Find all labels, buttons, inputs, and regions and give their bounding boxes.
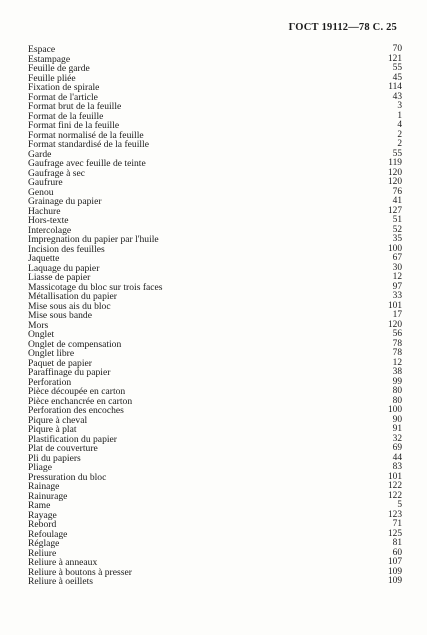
index-page-number: 80 bbox=[392, 395, 402, 406]
index-term: Rayage bbox=[28, 509, 57, 521]
index-entry bbox=[28, 368, 402, 378]
index-term: Mise sous ais du bloc bbox=[28, 300, 111, 312]
index-entry bbox=[28, 178, 402, 188]
index-page-number: 80 bbox=[392, 386, 402, 396]
index-page-number: 90 bbox=[392, 414, 402, 425]
index-page-number: 12 bbox=[392, 272, 402, 282]
index-term: Piqure à plat bbox=[28, 424, 77, 435]
index-term: Paquet de papier bbox=[28, 357, 92, 369]
index-term: Perforation des encoches bbox=[28, 405, 124, 416]
index-page-number: 3 bbox=[397, 101, 402, 111]
index-page-number: 1 bbox=[397, 110, 402, 121]
index-term: Onglet bbox=[28, 329, 55, 340]
index-term: Pressuration du bloc bbox=[28, 471, 107, 483]
index-entry bbox=[28, 311, 402, 321]
index-term: Reliure à oeillets bbox=[28, 576, 94, 587]
index-term: Hachure bbox=[28, 205, 61, 217]
index-page-number: 2 bbox=[397, 129, 402, 140]
index-page-number: 45 bbox=[392, 72, 402, 83]
index-term: Laquage du papier bbox=[28, 262, 100, 274]
index-term: Incision des feuilles bbox=[28, 243, 105, 255]
index-page-number: 35 bbox=[392, 234, 402, 244]
index-page-number: 43 bbox=[392, 91, 402, 102]
index-page-number: 2 bbox=[397, 139, 402, 149]
index-term: Feuille de garde bbox=[28, 63, 90, 74]
index-page-number: 70 bbox=[392, 44, 402, 54]
term-index-list bbox=[28, 45, 402, 587]
index-page-number: 119 bbox=[388, 158, 402, 168]
index-term: Pièce enchancrée en carton bbox=[28, 395, 133, 407]
index-term: Espace bbox=[28, 44, 56, 55]
index-page-number: 78 bbox=[392, 348, 402, 358]
index-entry bbox=[28, 539, 402, 549]
index-entry bbox=[28, 45, 402, 55]
index-page-number: 125 bbox=[387, 528, 402, 539]
index-term: Estampage bbox=[28, 53, 71, 65]
index-term: Format brut de la feuille bbox=[28, 101, 122, 112]
index-entry bbox=[28, 530, 402, 540]
index-term: Reliure à anneaux bbox=[28, 557, 98, 568]
index-page-number: 71 bbox=[392, 519, 402, 529]
index-term: Reliure bbox=[28, 547, 57, 559]
index-page-number: 101 bbox=[387, 471, 402, 482]
index-term: Rebord bbox=[28, 519, 57, 530]
index-term: Rainage bbox=[28, 481, 60, 492]
index-term: Jaquette bbox=[28, 253, 60, 264]
index-page-number: 97 bbox=[392, 281, 402, 292]
index-entry bbox=[28, 444, 402, 454]
index-page-number: 5 bbox=[397, 500, 402, 510]
index-page-number: 67 bbox=[392, 253, 402, 263]
index-entry bbox=[28, 169, 402, 179]
index-term: Réglage bbox=[28, 538, 60, 549]
index-term: Pliage bbox=[28, 462, 52, 473]
index-page-number: 101 bbox=[387, 300, 402, 311]
index-page-number: 127 bbox=[387, 205, 402, 216]
index-entry bbox=[28, 245, 402, 255]
index-page-number: 51 bbox=[392, 215, 402, 225]
index-page-number: 30 bbox=[392, 262, 402, 273]
index-page-number: 52 bbox=[392, 224, 402, 235]
index-entry bbox=[28, 140, 402, 150]
index-entry bbox=[28, 520, 402, 530]
index-page-number: 100 bbox=[387, 405, 402, 415]
index-term: Gaufrure bbox=[28, 177, 63, 188]
index-page-number: 33 bbox=[392, 291, 402, 301]
index-page-number: 120 bbox=[387, 319, 402, 330]
index-entry bbox=[28, 321, 402, 331]
index-page-number: 91 bbox=[392, 424, 402, 434]
index-page-number: 38 bbox=[392, 367, 402, 377]
index-page-number: 109 bbox=[387, 566, 402, 577]
index-term: Format normalisé de la feuille bbox=[28, 129, 144, 141]
index-term: Gaufrage avec feuille de teinte bbox=[28, 158, 146, 169]
index-page-number: 12 bbox=[392, 357, 402, 368]
index-term: Garde bbox=[28, 148, 52, 160]
index-term: Pli du papiers bbox=[28, 452, 81, 464]
page-header: ГОСТ 19112—78 С. 25 bbox=[288, 22, 397, 33]
index-page-number: 123 bbox=[387, 509, 402, 520]
index-page-number: 69 bbox=[392, 443, 402, 453]
index-term: Format fini de la feuille bbox=[28, 120, 120, 131]
index-page-number: 121 bbox=[387, 53, 402, 64]
index-page-number: 76 bbox=[392, 186, 402, 197]
index-page-number: 83 bbox=[392, 462, 402, 472]
index-page-number: 114 bbox=[388, 82, 402, 92]
index-entry bbox=[28, 340, 402, 350]
index-page-number: 109 bbox=[387, 576, 402, 586]
index-page-number: 60 bbox=[392, 547, 402, 558]
index-term: Hors-texte bbox=[28, 215, 69, 226]
index-term: Refoulage bbox=[28, 528, 68, 540]
index-page-number: 44 bbox=[392, 452, 402, 463]
index-page-number: 55 bbox=[392, 63, 402, 73]
index-page-number: 32 bbox=[392, 433, 402, 444]
index-page-number: 41 bbox=[392, 196, 402, 206]
index-term: Métallisation du papier bbox=[28, 291, 117, 302]
index-term: Massicotage du bloc sur trois faces bbox=[28, 281, 163, 293]
index-entry bbox=[28, 416, 402, 426]
index-entry bbox=[28, 454, 402, 464]
index-term: Pièce découpée en carton bbox=[28, 386, 126, 397]
index-page-number: 120 bbox=[387, 177, 402, 187]
index-term: Liasse de papier bbox=[28, 272, 91, 283]
index-entry bbox=[28, 216, 402, 226]
index-term: Format de l'article bbox=[28, 91, 98, 103]
index-term: Format standardisé de la feuille bbox=[28, 139, 149, 150]
index-entry bbox=[28, 197, 402, 207]
index-entry bbox=[28, 501, 402, 511]
index-term: Piqure à cheval bbox=[28, 414, 88, 426]
index-entry bbox=[28, 482, 402, 492]
index-page-number: 100 bbox=[387, 243, 402, 254]
index-entry bbox=[28, 577, 402, 587]
index-page-number: 122 bbox=[387, 490, 402, 501]
index-page-number: 122 bbox=[387, 481, 402, 491]
index-term: Grainage du papier bbox=[28, 196, 102, 207]
index-term: Mise sous bande bbox=[28, 310, 92, 321]
index-entry bbox=[28, 207, 402, 217]
index-term: Plastification du papier bbox=[28, 433, 117, 445]
index-term: Rame bbox=[28, 500, 51, 511]
index-page-number: 55 bbox=[392, 148, 402, 159]
index-term: Genou bbox=[28, 186, 54, 198]
index-entry bbox=[28, 473, 402, 483]
index-term: Fixation de spirale bbox=[28, 82, 100, 93]
index-term: Onglet de compensation bbox=[28, 338, 122, 350]
index-page-number: 17 bbox=[392, 310, 402, 320]
index-term: Perforation bbox=[28, 376, 72, 388]
index-term: Rainurage bbox=[28, 490, 68, 502]
index-term: Paraffinage du papier bbox=[28, 367, 111, 378]
index-page-number: 120 bbox=[387, 167, 402, 178]
index-entry bbox=[28, 64, 402, 74]
index-term: Plat de couverture bbox=[28, 443, 98, 454]
index-term: Reliure à boutons à presser bbox=[28, 566, 132, 578]
index-term: Gaufrage à sec bbox=[28, 167, 85, 179]
index-term: Intercolage bbox=[28, 224, 72, 236]
index-page-number: 78 bbox=[392, 338, 402, 349]
index-entry bbox=[28, 492, 402, 502]
index-term: Feuille pliée bbox=[28, 72, 76, 84]
index-term: Mors bbox=[28, 319, 49, 331]
index-term: Onglet libre bbox=[28, 348, 75, 359]
index-page-number: 4 bbox=[397, 120, 402, 130]
index-term: Format de la feuille bbox=[28, 110, 104, 122]
index-page-number: 99 bbox=[392, 376, 402, 387]
index-entry bbox=[28, 511, 402, 521]
index-page-number: 56 bbox=[392, 329, 402, 339]
index-term: Impregnation du papier par l'huile bbox=[28, 234, 159, 245]
index-page-number: 81 bbox=[392, 538, 402, 548]
index-page-number: 107 bbox=[387, 557, 402, 567]
